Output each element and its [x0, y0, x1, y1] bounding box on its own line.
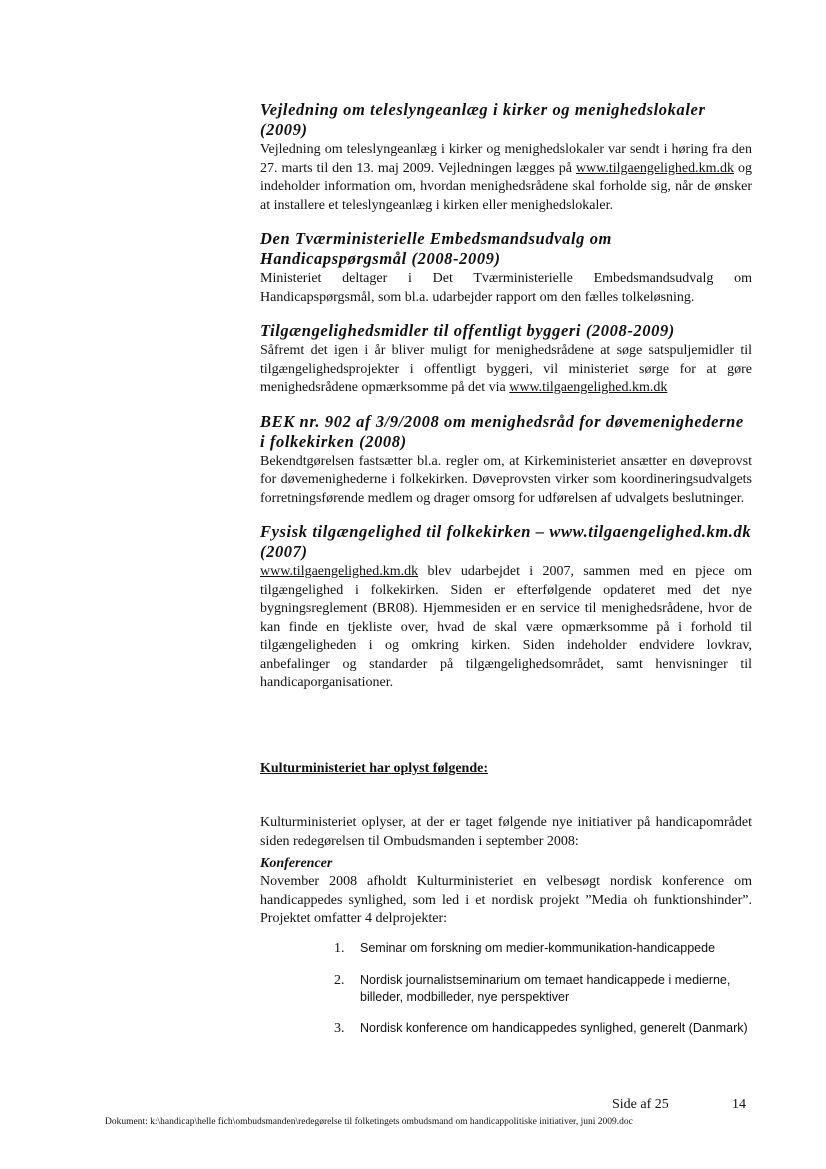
section-heading: BEK nr. 902 af 3/9/2008 om menighedsråd for døvemenighederne i folkekirken (2008) [260, 411, 744, 451]
website-link[interactable]: www.tilgaengelighed.km.dk [575, 160, 735, 176]
section-body: www.tilgaengelighed.km.dk blev udarbejdet i 2007, sammen med en pjece om tilgængelighed i folkekirken. Siden er efterfølgende opdateret med det nye bygningsreglement (BR08). Hjemmesiden er en service til menighedsrådene, hvor de kan finde en tjekliste over, hvad de skal være opmærksomme på i forhold til tilgængeligheden i og omkring kirken. Siden indeholder endvidere lovkrav, anbefalinger og standarder på tilgængelighedsområdet, samt henvisninger til handicaporganisationer. [260, 564, 752, 690]
section-teleslynge [260, 100, 752, 215]
section-body: Såfremt det igen i år bliver muligt for menighedsrådene at søge satspuljemidler til tilgængelighedsprojekter i offentligt byggeri, vil ministeriet sørge for at gøre menighedsrådene opmærksomme på det via www.tilgaengelighed.km.dk [260, 343, 752, 395]
section-heading: Tilgængelighedsmidler til offentligt byggeri (2008-2009) [260, 321, 675, 340]
kulturministeriet-heading: Kulturministeriet har oplyst følgende: [260, 761, 489, 776]
list-number: 2. [334, 973, 345, 988]
list-item [334, 972, 754, 1006]
intro-text: Kulturministeriet oplyser, at der er taget følgende nye initiativer på handicapområdet siden redegørelsen til Ombudsmanden i september 2008: [260, 815, 752, 849]
website-link[interactable]: www.tilgaengelighed.km.dk [260, 564, 419, 579]
page-footer [612, 1097, 746, 1113]
list-text: Nordisk journalistseminarium om temaet handicappede i medierne, billeder, modbilleder, nye perspektiver [360, 973, 731, 1004]
page-number: 14 [732, 1097, 746, 1112]
list-number: 3. [334, 1021, 345, 1036]
document-path: Dokument: k:\handicap\helle fich\ombudsmanden\redegørelse til folketingets ombudsmand om handicappolitiske initiativer, juni 2009.doc [105, 1117, 633, 1127]
section-heading: Vejledning om teleslyngeanlæg i kirker og menighedslokaler (2009) [260, 100, 706, 139]
konferencer-heading: Konferencer [260, 856, 333, 871]
list-text: Nordisk konference om handicappedes synlighed, generelt (Danmark) [360, 1021, 748, 1035]
section-body: Bekendtgørelsen fastsætter bl.a. regler om, at Kirkeministeriet ansætter en døveprovst for døvemenighederne i folkekirken. Døveprovsten virker som koordineringsudvalgets forretningsførende medlem og drager omsorg for udførelsen af udvalgets beslutninger. [260, 453, 752, 506]
list-number: 1. [334, 941, 345, 956]
konferencer-body: November 2008 afholdt Kulturministeriet en velbesøgt nordisk konference om handicappedes synlighed, som led i et nordisk projekt ”Media oh funktionshinder”. Projektet omfatter 4 delprojekter: [260, 874, 752, 926]
list-item [334, 940, 754, 958]
delprojekter-list [334, 940, 754, 1052]
section-heading: Den Tværministerielle Embedsmandsudvalg om Handicapspørgsmål (2008-2009) [260, 229, 612, 268]
section-embedsmandsudvalg [260, 229, 752, 307]
section-bek-902 [260, 412, 752, 509]
section-body: Vejledning om teleslyngeanlæg i kirker og menighedslokaler var sendt i høring fra den 27. marts til den 13. maj 2009. Vejledningen lægges på www.tilgaengelighed.km.dk og indeholder information om, hvordan menighedsrådene skal forholde sig, når de ønsker at installere et teleslyngeanlæg i kirken eller menighedslokaler. [260, 142, 753, 213]
section-fysisk-tilgaengelighed [260, 522, 752, 693]
website-link[interactable]: www.tilgaengelighed.km.dk [509, 380, 668, 395]
kulturministeriet-intro [260, 814, 752, 929]
section-heading: Fysisk tilgængelighed til folkekirken – www.tilgaengelighed.km.dk (2007) [260, 522, 752, 561]
section-body: Ministeriet deltager i Det Tværministerielle Embedsmandsudvalg om Handicapspørgsmål, som bl.a. udarbejder rapport om den fælles tolkeløsning. [260, 271, 752, 305]
main-content [260, 100, 752, 707]
page-label: Side af 25 [612, 1097, 669, 1112]
section-tilgaengelighedsmidler [260, 321, 752, 398]
list-text: Seminar om forskning om medier-kommunikation-handicappede [360, 941, 716, 955]
list-item [334, 1020, 754, 1038]
